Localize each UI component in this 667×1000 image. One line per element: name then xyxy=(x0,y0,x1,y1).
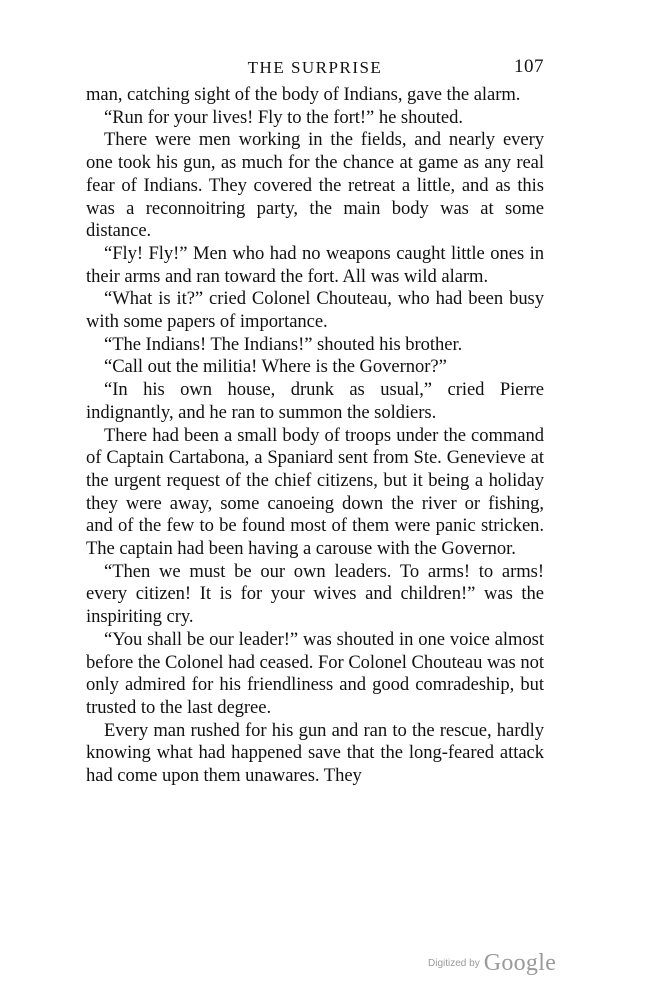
paragraph: “The Indians! The Indians!” shouted his brother. xyxy=(104,333,463,355)
paragraph: “Run for your lives! Fly to the fort!” he shouted. xyxy=(104,106,463,128)
paragraph: “You shall be our leader!” was shouted in one voice almost before the Colonel had ceased. For Colonel Chouteau was not only admired for his friendliness and good comradeship, but trusted to the last degree. xyxy=(86,628,544,718)
google-logo: Google xyxy=(483,950,557,976)
paragraph: “Fly! Fly!” Men who had no weapons caught little ones in their arms and ran toward the fort. All was wild alarm. xyxy=(86,242,544,287)
paragraph-continued: man, catching sight of the body of Indians, gave the alarm. xyxy=(86,84,521,105)
book-page xyxy=(86,52,544,788)
page-number: 107 xyxy=(514,56,544,77)
watermark-prefix: Digitized by xyxy=(428,958,480,969)
body-text xyxy=(86,84,544,788)
paragraph: “Call out the militia! Where is the Governor?” xyxy=(104,356,447,378)
digitized-watermark xyxy=(428,950,556,977)
chapter-title: THE SURPRISE xyxy=(247,58,383,77)
paragraph: Every man rushed for his gun and ran to the rescue, hardly knowing what had happened save that the long-feared attack had come upon them unawares. They xyxy=(86,719,544,787)
paragraph: There were men working in the fields, and nearly every one took his gun, as much for the chance at game as any real fear of Indians. They covered the retreat a little, and as this was a reconnoitring party, the main body was at some distance. xyxy=(86,129,544,242)
running-header xyxy=(86,52,544,84)
paragraph: There had been a small body of troops under the command of Captain Cartabona, a Spaniard sent from Ste. Genevieve at the urgent request of the chief citizens, but it being a holiday they were away, some canoeing down the river or fishing, and of the few to be found most of them were panic stricken. The captain had been having a carouse with the Governor. xyxy=(86,424,544,560)
paragraph: “Then we must be our own leaders. To arms! to arms! every citizen! It is for your wives and children!” was the inspiriting cry. xyxy=(86,560,544,628)
paragraph: “In his own house, drunk as usual,” cried Pierre indignantly, and he ran to summon the soldiers. xyxy=(86,379,544,423)
paragraph: “What is it?” cried Colonel Chouteau, who had been busy with some papers of importance. xyxy=(86,288,544,333)
